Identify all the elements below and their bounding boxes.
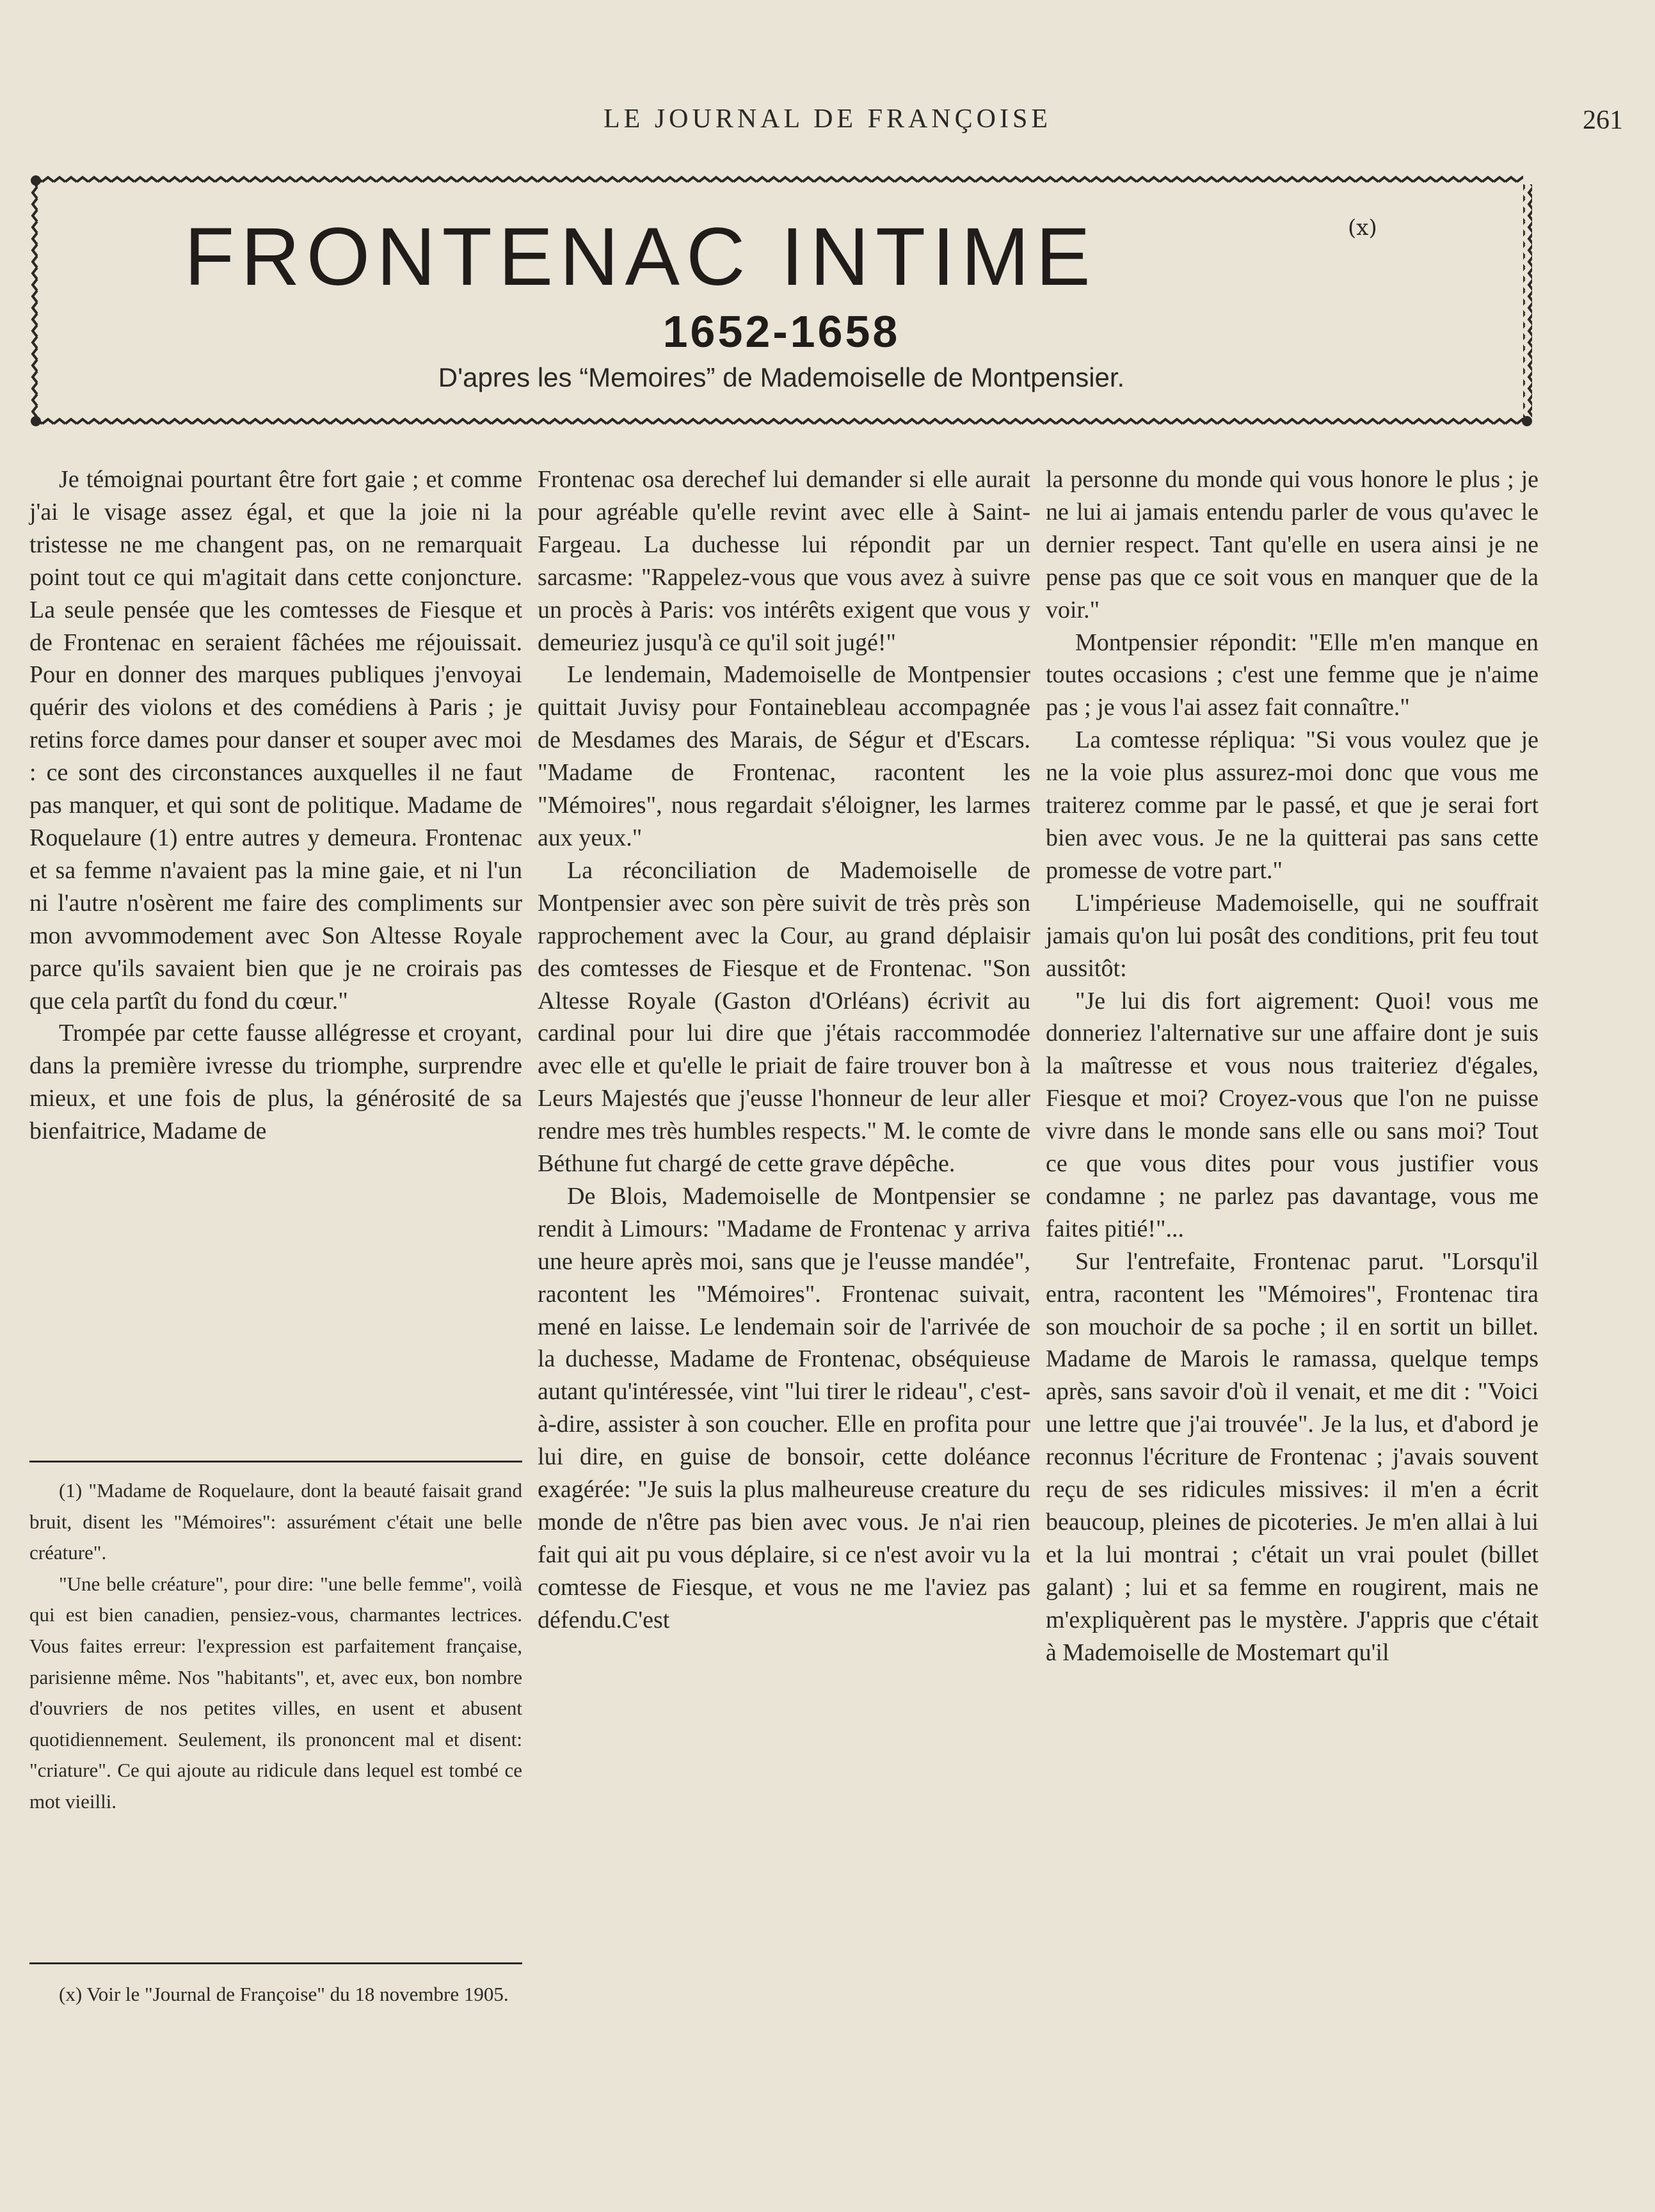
paragraph: L'impérieuse Mademoiselle, qui ne souffrait jamais qu'on lui posât des conditions, prit feu tout aussitôt: <box>1046 889 1539 982</box>
text-column-3 <box>1046 463 1539 1669</box>
title-box <box>31 175 1532 426</box>
footnote-1-continued: "Une belle créature", pour dire: "une belle femme", voilà qui est bien canadien, pensiez-vous, charmantes lectrices. Vous faites erreur: l'expression est parfaitement française, parisienne même. Nos "habitants", et, avec eux, bon nombre d'ouvriers de nos petites villes, en usent et abusent quotidiennement. Seulement, ils prononcent mal et disent: "criature". Ce qui ajoute au ridicule dans lequel est tombé ce mot vieilli. <box>29 1572 522 1813</box>
paragraph: Trompée par cette fausse allégresse et croyant, dans la première ivresse du triomphe, surprendre mieux, et une fois de plus, la générosité de sa bienfaitrice, Madame de <box>29 1020 522 1145</box>
footnote-1: (1) "Madame de Roquelaure, dont la beauté faisait grand bruit, disent les "Mémoires": assurément c'était une belle créature". <box>29 1479 522 1564</box>
paragraph: La réconciliation de Mademoiselle de Montpensier avec son père suivit de très près son rapprochement avec la Cour, au grand déplaisir des comtesses de Fiesque et de Frontenac. "Son Altesse Royale (Gaston d'Orléans) écrivit au cardinal pour lui dire que j'étais raccommodée avec elle et qu'elle le priait de faire trouver bon à Leurs Majestés que j'eusse l'honneur de leur aller rendre mes très humbles respects." M. le comte de Béthune fut chargé de cette grave dépêche. <box>538 856 1030 1178</box>
title-note-marker: (x) <box>1348 215 1377 241</box>
footnotes <box>29 1475 522 1818</box>
paragraph: Sur l'entrefaite, Frontenac parut. "Lorsqu'il entra, racontent les "Mémoires", Frontenac tira son mouchoir de sa poche ; il en sortit un billet. Madame de Marois le ramassa, quelque temps après, sans savoir d'où il venait, et me dit : "Voici une lettre que j'ai trouvée". Je la lus, et d'abord je reconnus l'écriture de Frontenac ; j'avais souvent reçu de ses ridicules missives: il m'en a écrit beaucoup, pleines de picoteries. Je m'en allai à lui et la lui montrai ; c'était un vrai poulet (billet galant) ; lui et sa femme en rougirent, mais ne m'expliquèrent pas le mystère. J'appris que c'était à Mademoiselle de Mostemart qu'il <box>1046 1247 1539 1666</box>
page-number: 261 <box>1583 106 1623 135</box>
paragraph: Montpensier répondit: "Elle m'en manque en toutes occasions ; c'est une femme que je n'aime pas ; je vous l'ai assez fait connaître." <box>1046 629 1539 721</box>
footnote-x: (x) Voir le "Journal de Françoise" du 18 novembre 1905. <box>59 1983 509 2005</box>
page-header <box>26 104 1629 142</box>
paragraph: De Blois, Mademoiselle de Montpensier se rendit à Limours: "Madame de Frontenac y arriva une heure après moi, sans que je l'eusse mandée", racontent les "Mémoires". Frontenac suivait, mené en laisse. Le lendemain soir de l'arrivée de la duchesse, Madame de Frontenac, obséquieuse autant qu'intéressée, vint "lui tirer le rideau", c'est-à-dire, assister à son coucher. Elle en profita pour lui dire, en guise de bonsoir, cette doléance exagérée: "Je suis la plus malheureuse creature du monde de n'être pas bien avec vous. Je n'ai rien fait qui ait pu vous déplaire, si ce n'est avoir vu la comtesse de Fiesque, et vous ne me l'aviez pas défendu.C'est <box>538 1182 1030 1633</box>
text-column-1 <box>29 463 522 1148</box>
article-title: FRONTENAC INTIME <box>184 211 1097 303</box>
paragraph: Le lendemain, Mademoiselle de Montpensier quittait Juvisy pour Fontainebleau accompagnée de Mesdames des Marais, de Ségur et d'Escars. "Madame de Frontenac, racontent les "Mémoires", nous regardait s'éloigner, les larmes aux yeux." <box>538 661 1030 851</box>
paragraph: la personne du monde qui vous honore le plus ; je ne lui ai jamais entendu parler de vous qu'avec le dernier respect. Tant qu'elle en usera ainsi je ne pense pas que ce soit vous en manquer que de la voir." <box>1046 466 1539 623</box>
article-subtitle: D'apres les “Memoires” de Mademoiselle de Montpensier. <box>438 362 1125 392</box>
paragraph: Frontenac osa derechef lui demander si elle aurait pour agréable qu'elle revint avec elle à Saint-Fargeau. La duchesse lui répondit par un sarcasme: "Rappelez-vous que vous avez à suivre un procès à Paris: vos intérêts exigent que vous y demeuriez jusqu'à ce qu'il soit jugé!" <box>538 466 1030 656</box>
footnote-x-block <box>29 1979 522 2010</box>
paragraph: La comtesse répliqua: "Si vous voulez que je ne la voie plus assurez-moi donc que vous me traiterez comme par le passé, et que je serai fort bien avec vous. Je ne la quitterai pas sans cette promesse de votre part." <box>1046 726 1539 884</box>
article-years: 1652-1658 <box>662 307 900 357</box>
footnote-divider <box>29 1461 522 1463</box>
running-title: LE JOURNAL DE FRANÇOISE <box>604 104 1051 134</box>
footnote-divider <box>29 1962 522 1964</box>
paragraph: Je témoignai pourtant être fort gaie ; et comme j'ai le visage assez égal, et que la joie ni la tristesse ne me changent pas, on ne remarquait point tout ce qui m'agitait dans cette conjoncture. La seule pensée que les comtesses de Fiesque et de Frontenac en seraient fâchées me réjouissait. Pour en donner des marques publiques j'envoyai quérir des violons et des comédiens à Paris ; je retins force dames pour danser et souper avec moi : ce sont des circonstances auxquelles il ne faut pas manquer, et qui sont de politique. Madame de Roquelaure (1) entre autres y demeura. Frontenac et sa femme n'avaient pas la mine gaie, et ni l'un ni l'autre n'osèrent me faire des compliments sur mon avvommodement avec Son Altesse Royale parce qu'ils savaient bien que je ne croirais pas que cela partît du fond du cœur." <box>29 466 522 1014</box>
paragraph: "Je lui dis fort aigrement: Quoi! vous me donneriez l'alternative sur une affaire dont je suis la maîtresse et vous nous traiteriez d'égales, Fiesque et moi? Croyez-vous que l'on ne puisse vivre dans le monde sans elle ou sans moi? Tout ce que vous dites pour vous justifier vous condamne ; ne parlez pas davantage, vous me faites pitié!"... <box>1046 987 1539 1242</box>
text-column-2 <box>538 463 1030 1637</box>
